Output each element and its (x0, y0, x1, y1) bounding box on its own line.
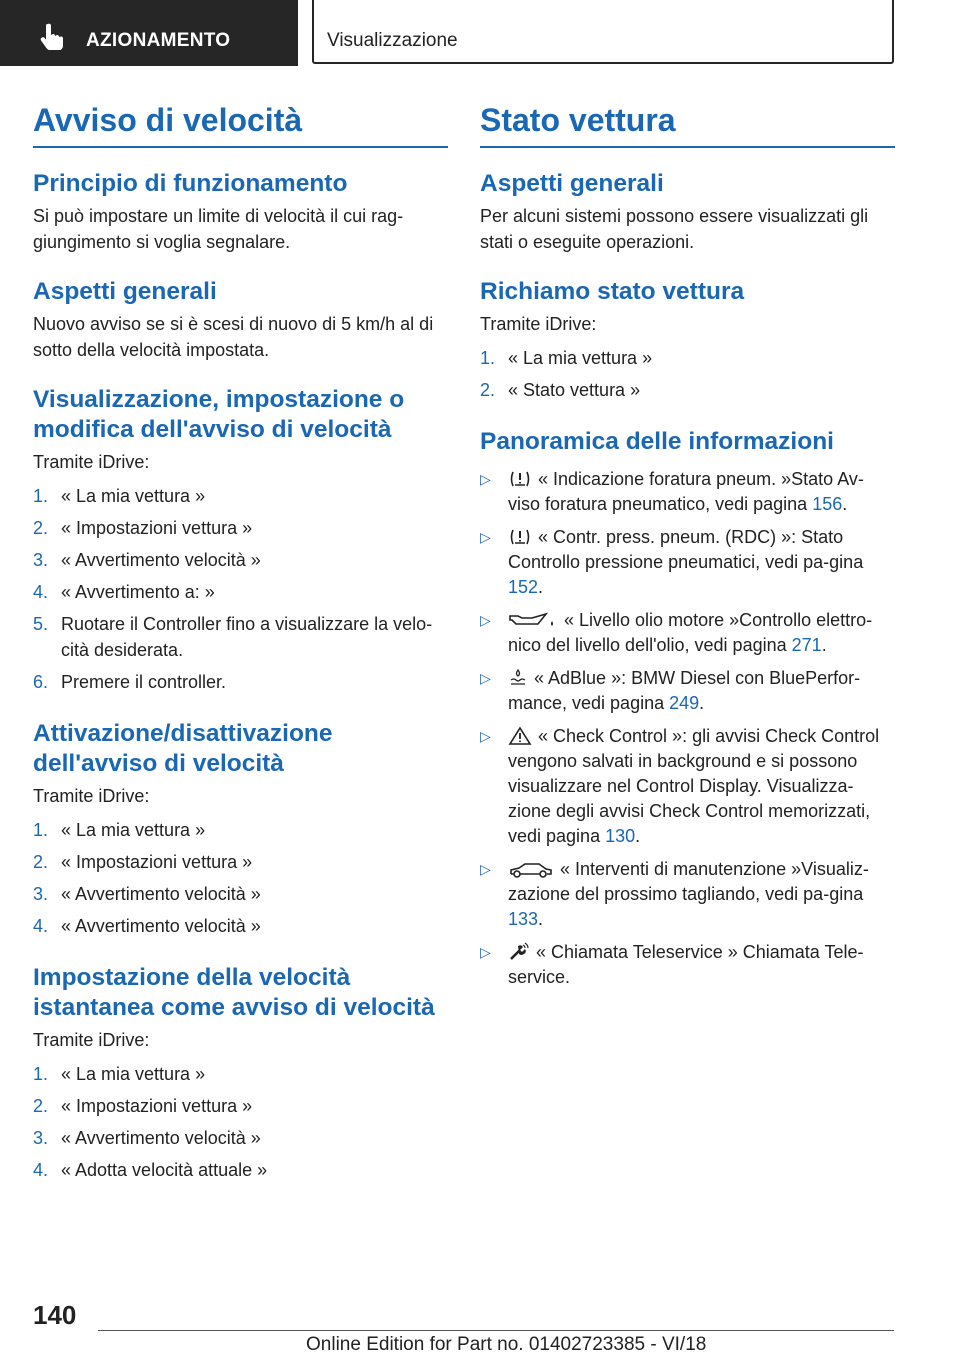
step-list (33, 1061, 448, 1183)
page-link[interactable]: 152 (508, 577, 539, 597)
list-item: 4. « Avvertimento velocità » (33, 916, 261, 936)
tire-pressure-icon (508, 527, 532, 547)
section-label: AZIONAMENTO (86, 30, 231, 51)
list-item: ▷ « Livello olio motore »Controllo elettro-nico del livello dell'olio, vedi pagina 271. (480, 610, 873, 655)
list-item: 6. Premere il controller. (33, 672, 227, 692)
list-item: ▷ « Interventi di manutenzione »Visualiz-zazione del prossimo tagliando, vedi pa-gina 133. (480, 859, 869, 929)
list-item: ▷ « Contr. press. pneum. (RDC) »: Stato Controllo pressione pneumatici, vedi pa-gina 152. (480, 527, 864, 597)
list-item: 1. « La mia vettura » (33, 486, 206, 506)
text-aspetti-generali-stato: Per alcuni sistemi possono essere visualizzati gli stati o eseguite operazioni. (480, 206, 869, 252)
section-tab (0, 0, 298, 66)
text-principio: Si può impostare un limite di velocità il cui rag-giungimento si voglia segnalare. (33, 206, 404, 252)
hand-pointer-icon (40, 22, 66, 50)
list-item: 3. « Avvertimento velocità » (33, 884, 261, 904)
footer-divider (98, 1330, 894, 1331)
left-column (33, 100, 448, 1207)
intro-idrive: Tramite iDrive: (480, 314, 597, 334)
list-item: ▷ « Indicazione foratura pneum. »Stato Av-viso foratura pneumatico, vedi pagina 156. (480, 469, 864, 514)
text-aspetti-generali: Nuovo avviso se si è scesi di nuovo di 5 km/h al di sotto della velocità impostata. (33, 314, 434, 360)
heading-richiamo: Richiamo stato vettura (480, 278, 745, 305)
step-list (480, 345, 895, 403)
bullet-icon: ▷ (480, 529, 491, 545)
list-item: 3. « Avvertimento velocità » (33, 1128, 261, 1148)
page-header (0, 0, 960, 66)
edition-note: Online Edition for Part no. 01402723385 - VI/18 (306, 1334, 707, 1355)
adblue-icon (508, 668, 528, 688)
left-title: Avviso di velocità (33, 100, 448, 148)
heading-velocita-istantanea: Impostazione della velocità istantanea come avviso di velocità (33, 964, 435, 1021)
heading-principio: Principio di funzionamento (33, 170, 348, 197)
page-title-tab (312, 0, 894, 64)
bullet-icon: ▷ (480, 861, 491, 877)
page-title: Visualizzazione (327, 30, 458, 51)
bullet-icon: ▷ (480, 728, 491, 744)
list-item: 1. « La mia vettura » (33, 1064, 206, 1084)
step-list (33, 483, 448, 695)
bullet-icon: ▷ (480, 944, 491, 960)
heading-panoramica: Panoramica delle informazioni (480, 428, 834, 455)
page-link[interactable]: 156 (812, 494, 843, 514)
heading-visualizzazione-impostazione: Visualizzazione, impostazione o modifica dell'avviso di velocità (33, 386, 405, 443)
page-link[interactable]: 249 (669, 693, 700, 713)
oil-can-icon (508, 612, 558, 630)
wrench-signal-icon (508, 942, 530, 962)
intro-idrive: Tramite iDrive: (33, 786, 150, 806)
list-item: ▷ « AdBlue »: BMW Diesel con BluePerfor-mance, vedi pagina 249. (480, 668, 861, 713)
list-item: ▷ « Chiamata Teleservice » Chiamata Tele-service. (480, 942, 864, 987)
list-item: 2. « Impostazioni vettura » (33, 1096, 253, 1116)
intro-idrive: Tramite iDrive: (33, 452, 150, 472)
page-number: 140 (33, 1300, 77, 1330)
list-item: 2. « Stato vettura » (480, 380, 641, 400)
list-item: 3. « Avvertimento velocità » (33, 550, 261, 570)
heading-aspetti-generali: Aspetti generali (33, 278, 217, 305)
list-item: 4. « Avvertimento a: » (33, 582, 215, 602)
right-title: Stato vettura (480, 100, 895, 148)
intro-idrive: Tramite iDrive: (33, 1030, 150, 1050)
bullet-icon: ▷ (480, 670, 491, 686)
page-link[interactable]: 271 (791, 635, 822, 655)
tire-pressure-icon (508, 469, 532, 489)
heading-aspetti-generali-stato: Aspetti generali (480, 170, 664, 197)
step-list (33, 817, 448, 939)
page-link[interactable]: 133 (508, 909, 539, 929)
list-item: 5. Ruotare il Controller fino a visualizzare la velo-cità desiderata. (33, 614, 433, 660)
list-item: 2. « Impostazioni vettura » (33, 852, 253, 872)
heading-attivazione: Attivazione/disattivazione dell'avviso di velocità (33, 720, 333, 777)
car-service-icon (508, 861, 554, 879)
bullet-icon: ▷ (480, 612, 491, 628)
list-item: 4. « Adotta velocità attuale » (33, 1160, 268, 1180)
list-item: 1. « La mia vettura » (480, 348, 653, 368)
warning-triangle-icon (508, 726, 532, 746)
bullet-icon: ▷ (480, 471, 491, 487)
list-item: 1. « La mia vettura » (33, 820, 206, 840)
right-column (480, 100, 895, 998)
list-item: 2. « Impostazioni vettura » (33, 518, 253, 538)
list-item: ▷ « Check Control »: gli avvisi Check Control vengono salvati in background e si possono visualizzare nel Control Display. Visualizza-zione degli avvisi Check Control memorizzati, vedi pagina 130. (480, 726, 880, 846)
page-link[interactable]: 130 (605, 826, 636, 846)
info-list (480, 467, 895, 990)
